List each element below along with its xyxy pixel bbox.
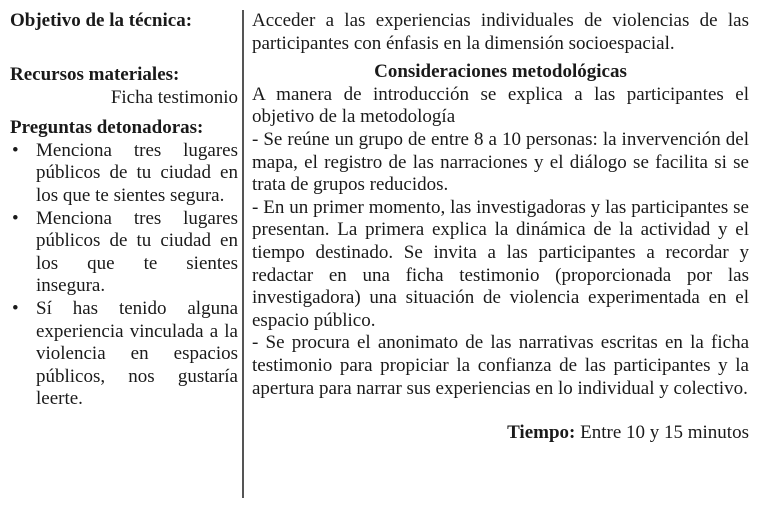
objetivo-label: Objetivo de la técnica: [10,10,193,31]
paragraph-grupo: - Se reúne un grupo de entre 8 a 10 personas: la invervención del mapa, el registro de las narraciones y el diálogo se facilita si se trata de grupos reducidos. [252,128,749,196]
column-divider [242,10,244,498]
consideraciones-title: Consideraciones metodológicas [374,61,627,83]
pregunta-item: • Sí has tenido alguna experiencia vinculada a la violencia en espacios públicos, nos gustaría leerte. [10,298,238,411]
objetivo-row [10,10,238,58]
paragraph-momento: - En un primer momento, las investigadoras y las participantes se presentan. La primera explica la dinámica de la actividad y el tiempo destinado. Se invita a las participantes a recordar y redactar en una ficha testimonio (proporcionada por las investigadora) una situación de violencia experimentada en el espacio público. [252,196,749,331]
tiempo-value: Entre 10 y 15 minutos [580,422,749,444]
recursos-value: Ficha testimonio [110,86,238,108]
pregunta-item: • Menciona tres lugares públicos de tu ciudad en los que te sientes segura. [10,140,238,208]
paragraph-anonimato: - Se procura el anonimato de las narrativas escritas en la ficha testimonio para propiciar la confianza de las participantes y la apertura para narrar sus experiencias en lo individual y colectivo. [252,332,749,399]
preguntas-list [10,140,238,411]
objetivo-text: Acceder a las experiencias individuales de violencias de las participantes con énfasis en la dimensión socioespacial. [252,10,749,54]
left-column [10,10,238,411]
preguntas-label: Preguntas detonadoras: [10,117,204,139]
tiempo-row [252,422,749,445]
paragraph-intro: A manera de introducción se explica a las participantes el objetivo de la metodología [252,83,749,128]
tiempo-label: Tiempo: [507,422,576,444]
pregunta-item: • Menciona tres lugares públicos de tu ciudad en los que te sientes insegura. [10,208,238,298]
right-column [252,10,749,445]
recursos-label: Recursos materiales: [10,64,180,85]
